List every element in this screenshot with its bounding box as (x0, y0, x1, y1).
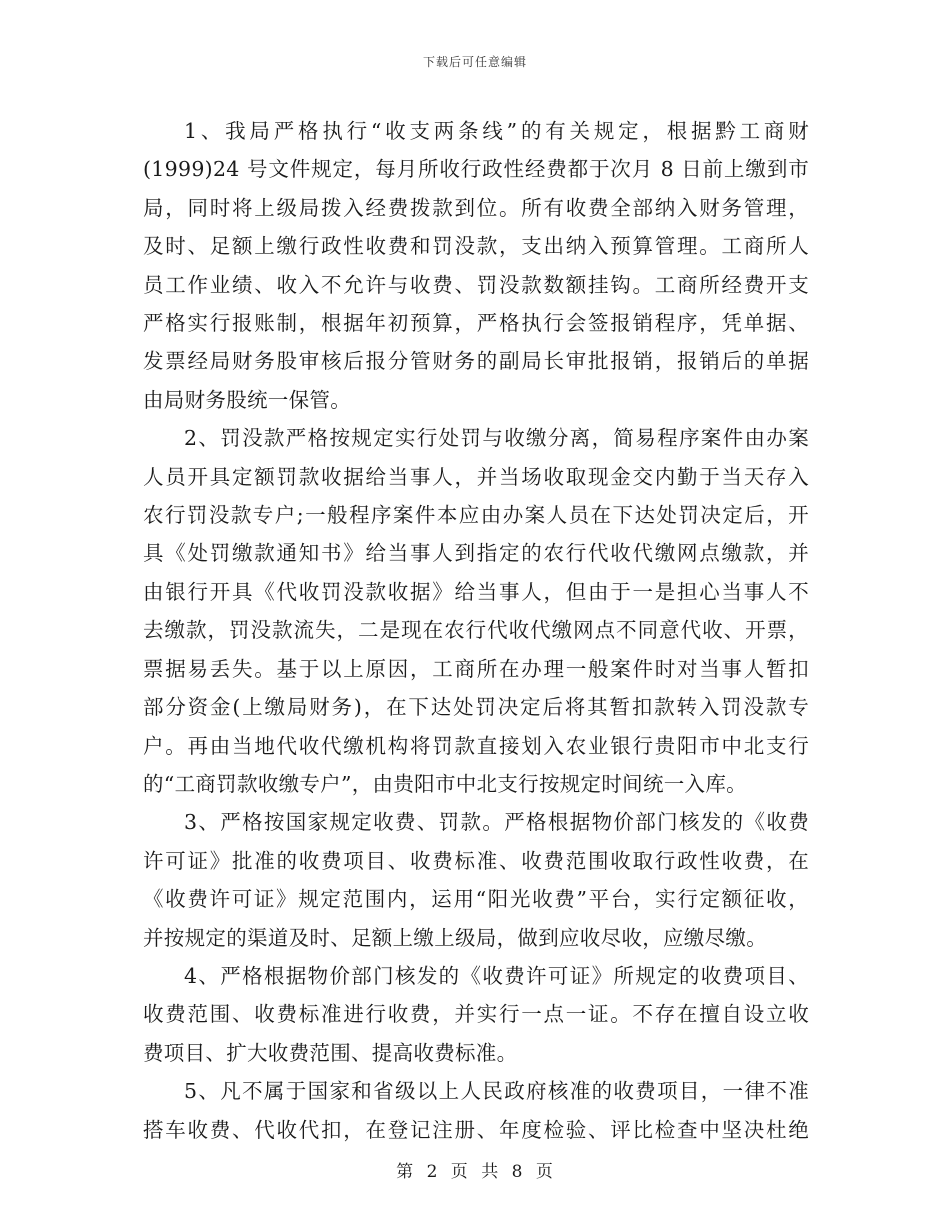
paragraph-5 (143, 1072, 809, 1149)
text-line: 许可证》批准的收费项目、收费标准、收费范围收取行政性收费，在 (143, 848, 809, 873)
text-line: 户。再由当地代收代缴机构将罚款直接划入农业银行贵阳市中北支行 (143, 733, 809, 758)
text-line: 《收费许可证》规定范围内，运用“阳光收费”平台，实行定额征收， (143, 887, 809, 912)
text-line: 由局财务股统一保管。 (143, 387, 351, 412)
text-line: 农行罚没款专户;一般程序案件本应由办案人员在下达处罚决定后，开 (143, 503, 809, 528)
text-line: 去缴款，罚没款流失，二是现在农行代收代缴网点不同意代收、开票， (143, 618, 809, 643)
text-line: 的“工商罚款收缴专户”，由贵阳市中北支行按规定时间统一入库。 (143, 771, 747, 796)
text-line: 5、凡不属于国家和省级以上人民政府核准的收费项目，一律不准 (184, 1079, 809, 1104)
page-footer-page-word: 页 (450, 1162, 469, 1182)
paragraph-3 (143, 803, 809, 957)
text-line: 由银行开具《代收罚没款收据》给当事人，但由于一是担心当事人不 (143, 579, 809, 604)
paragraph-4 (143, 957, 809, 1072)
text-line: (1999)24 号文件规定，每月所收行政性经费都于次月 8 日前上缴到市 (143, 157, 809, 182)
current-page-number: 2 (426, 1162, 439, 1182)
text-line: 2、罚没款严格按规定实行处罚与收缴分离，简易程序案件由办案 (184, 426, 809, 451)
text-line: 人员开具定额罚款收据给当事人，并当场收取现金交内勤于当天存入 (143, 464, 809, 489)
text-line: 及时、足额上缴行政性收费和罚没款，支出纳入预算管理。工商所人 (143, 234, 809, 259)
text-line: 1、我局严格执行“收支两条线”的有关规定，根据黔工商财 (184, 119, 809, 143)
text-line: 员工作业绩、收入不允许与收费、罚没款数额挂钩。工商所经费开支 (143, 272, 809, 297)
text-line: 局，同时将上级局拨入经费拨款到位。所有收费全部纳入财务管理， (143, 195, 809, 220)
text-line: 3、严格按国家规定收费、罚款。严格根据物价部门核发的《收费 (184, 810, 809, 835)
page-header: 下载后可任意编辑 (422, 55, 527, 69)
page-footer-suffix: 页 (535, 1162, 554, 1182)
page-footer (0, 1157, 950, 1182)
text-line: 票据易丢失。基于以上原因，工商所在办理一般案件时对当事人暂扣 (143, 656, 809, 681)
text-line: 并按规定的渠道及时、足额上缴上级局，做到应收尽收，应缴尽缴。 (143, 925, 767, 950)
paragraph-2 (143, 419, 809, 803)
text-line: 收费范围、收费标准进行收费，并实行一点一证。不存在擅自设立收 (143, 1002, 809, 1027)
document-body (143, 112, 809, 1149)
total-page-count: 8 (511, 1162, 524, 1182)
text-line: 严格实行报账制，根据年初预算，严格执行会签报销程序，凭单据、 (143, 311, 809, 336)
text-line: 部分资金(上缴局财务)，在下达处罚决定后将其暂扣款转入罚没款专 (143, 695, 809, 720)
text-line: 发票经局财务股审核后报分管财务的副局长审批报销，报销后的单据 (143, 349, 809, 374)
paragraph-1 (143, 112, 809, 419)
text-line: 费项目、扩大收费范围、提高收费标准。 (143, 1040, 518, 1065)
text-line: 具《处罚缴款通知书》给当事人到指定的农行代收代缴网点缴款，并 (143, 541, 809, 566)
page-footer-prefix: 第 (396, 1162, 415, 1182)
text-line: 4、严格根据物价部门核发的《收费许可证》所规定的收费项目、 (184, 963, 809, 988)
text-line: 搭车收费、代收代扣，在登记注册、年度检验、评比检查中坚决杜绝 (143, 1117, 809, 1142)
page-footer-total-word: 共 (481, 1162, 500, 1182)
